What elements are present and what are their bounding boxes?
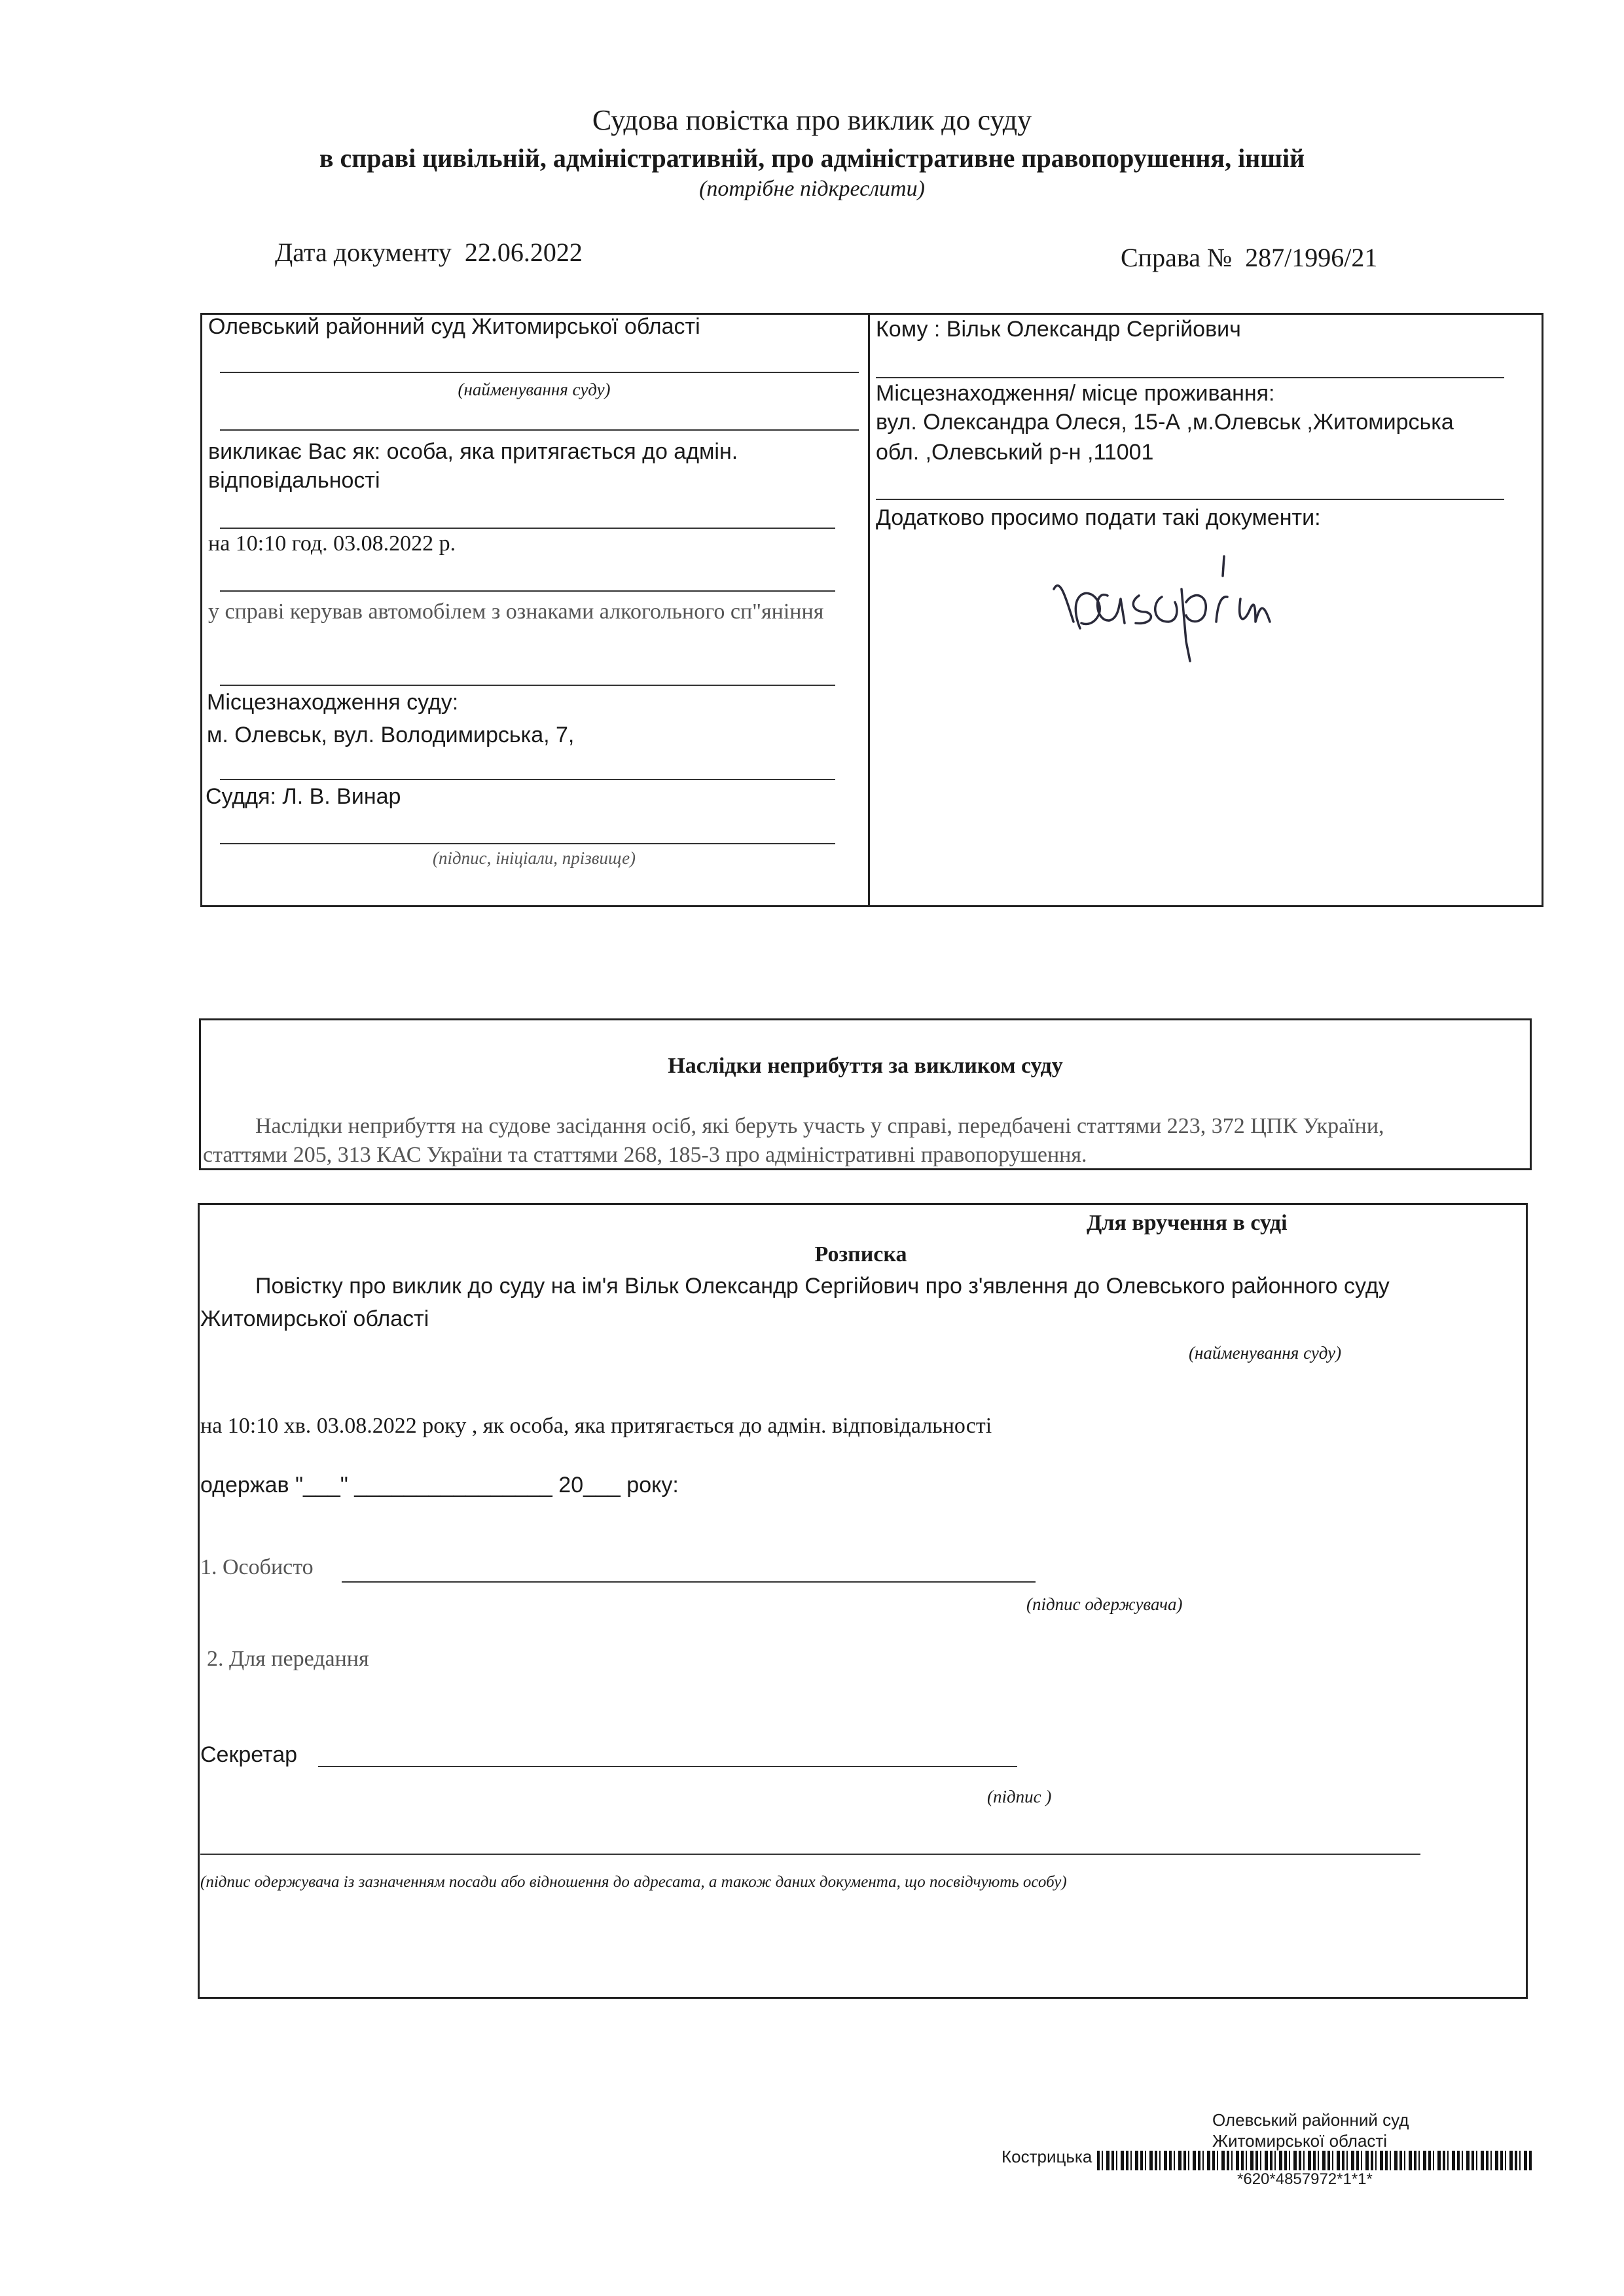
barcode-text: *620*4857972*1*1* (1237, 2170, 1373, 2188)
underline-note: (потрібне підкреслити) (699, 177, 925, 201)
footer-court-line-1: Олевський районний суд (1212, 2110, 1409, 2130)
date-value: 22.06.2022 (464, 238, 583, 267)
case-number (1121, 242, 1377, 273)
rule (220, 528, 835, 529)
receipt-time-line: на 10:10 хв. 03.08.2022 року , як особа, яка притягається до адмін. відповідальності (200, 1414, 992, 1438)
rule (220, 590, 835, 592)
rule (876, 499, 1504, 500)
case-value: 287/1996/21 (1245, 243, 1378, 272)
rule (220, 685, 835, 686)
recipient-full-signature-line (200, 1854, 1420, 1855)
receipt-title: Розписка (814, 1242, 907, 1266)
document-subtitle: в справі цивільній, адміністративній, про адміністративне правопорушення, іншій (319, 143, 1305, 173)
barcode (1097, 2151, 1533, 2170)
court-name-caption: (найменування суду) (458, 380, 611, 399)
consequences-title: Наслідки неприбуття за викликом суду (668, 1054, 1063, 1078)
personal-signature-line (342, 1581, 1036, 1583)
received-date-line: одержав "___" ________________ 20___ року: (200, 1473, 679, 1498)
rule (876, 377, 1504, 378)
judge-name: Суддя: Л. В. Винар (206, 784, 401, 809)
court-location-label: Місцезнаходження суду: (207, 690, 459, 715)
rule (220, 429, 859, 431)
hearing-time: на 10:10 год. 03.08.2022 р. (208, 531, 456, 556)
rule (220, 372, 859, 373)
court-name: Олевський районний суд Житомирської області (208, 314, 700, 339)
address-line-2: обл. ,Олевський р-н ,11001 (876, 440, 1154, 465)
receipt-court-caption: (найменування суду) (1189, 1343, 1342, 1363)
personal-label: 1. Особисто (200, 1555, 314, 1579)
signature-caption: (підпис, ініціали, прізвище) (432, 848, 636, 868)
secretary-signature-line (318, 1766, 1017, 1767)
bottom-signature-caption: (підпис одержувача із зазначенням посади або відношення до адресата, а також даних документа, що посвідчують особу) (200, 1873, 1067, 1891)
secretary-label: Секретар (200, 1742, 298, 1767)
date-label: Дата документу (275, 238, 452, 267)
case-matter: у справі керував автомобілем з ознаками алкогольного сп"яніння (208, 600, 824, 624)
handwritten-note (1047, 550, 1348, 681)
consequences-line-1: Наслідки неприбуття на судове засідання осіб, які беруть участь у справі, передбачені статтями 223, 372 ЦПК України, (255, 1114, 1384, 1138)
summons-table-divider (868, 313, 870, 907)
for-court-label: Для вручення в суді (1087, 1211, 1288, 1235)
rule (220, 843, 835, 844)
transfer-label: 2. Для передання (207, 1647, 369, 1671)
documents-label: Додатково просимо подати такі документи: (876, 505, 1321, 530)
document-title: Судова повістка про виклик до суду (592, 104, 1032, 136)
address-label: Місцезнаходження/ місце проживання: (876, 381, 1275, 406)
case-label: Справа № (1121, 243, 1233, 272)
rule (220, 779, 835, 780)
receipt-text-line-2: Житомирської області (200, 1306, 429, 1331)
secretary-signature-caption: (підпис ) (987, 1787, 1052, 1806)
clerk-name: Кострицька (1001, 2147, 1092, 2166)
recipient-name: Кому : Вільк Олександр Сергійович (876, 317, 1241, 342)
receipt-text-line-1: Повістку про виклик до суду на ім'я Вільк Олександр Сергійович про з'явлення до Олевського районного суду (255, 1274, 1390, 1299)
document-date (275, 237, 583, 268)
address-line-1: вул. Олександра Олеся, 15-А ,м.Олевськ ,Житомирська (876, 410, 1454, 435)
recipient-signature-caption: (підпис одержувача) (1026, 1594, 1183, 1614)
footer-court-line-2: Житомирської області (1212, 2131, 1388, 2151)
court-location-value: м. Олевськ, вул. Володимирська, 7, (207, 723, 575, 747)
summon-role: викликає Вас як: особа, яка притягається до адмін. відповідальності (208, 439, 738, 493)
consequences-line-2: статтями 205, 313 КАС України та статтями 268, 185-3 про адміністративні правопорушення. (203, 1143, 1087, 1167)
